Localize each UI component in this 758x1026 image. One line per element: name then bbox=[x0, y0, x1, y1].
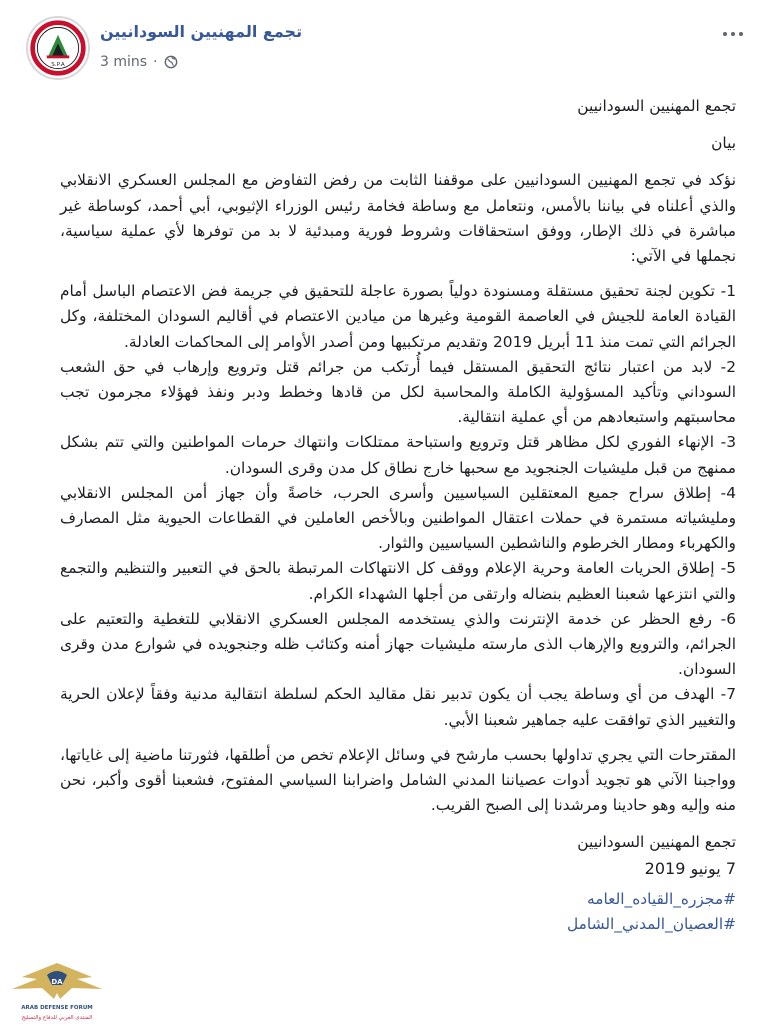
point-1: 1- تكوين لجنة تحقيق مستقلة ومسنودة دولياً بصورة عاجلة للتحقيق في جريمة فض الاعتصام الباسل أمام القيادة العامة للجيش في العاصمة القومية وغيرها من ميادين الاعتصام في أقاليم السودان المختلفة، وكل الجرائم التي تمت منذ 11 أبريل 2019 وتقديم مرتكبيها ومن أصدر الأوامر إلى المحاكمات العادلة. bbox=[60, 282, 736, 351]
statement-label: بيان bbox=[711, 134, 736, 153]
page-name-link[interactable]: تجمع المهنيين السودانيين bbox=[100, 22, 303, 41]
ellipsis-icon[interactable] bbox=[718, 24, 748, 44]
eagle-logo-icon bbox=[2, 955, 112, 1025]
post-time[interactable]: 3 mins bbox=[100, 54, 148, 70]
avatar-caption: S.P.A bbox=[51, 61, 65, 68]
point-6: 6- رفع الحظر عن خدمة الإنترنت والذي يستخدمه المجلس العسكري الانقلابي للتغطية والتعتيم على الجرائم، والترويع والإرهاب الذى مارسته مليشيات جهاز أمنه وكتائب ظله وجنجويده في شوارع مدن وقرى السودان. bbox=[60, 609, 736, 679]
watermark-logo-text: DA bbox=[51, 978, 63, 986]
hashtag-link[interactable]: #العصيان_المدني_الشامل bbox=[567, 915, 736, 934]
hashtag-link[interactable]: #مجزره_القياده_العامه bbox=[586, 889, 736, 908]
signature: تجمع المهنيين السودانيين bbox=[577, 833, 736, 852]
page-avatar[interactable] bbox=[26, 16, 90, 80]
meta-separator: · bbox=[153, 54, 158, 70]
point-4: 4- إطلاق سراح جميع المعتقلين السياسيين وأسرى الحرب، خاصةً وأن جهاز أمن المجلس الانقلابي وملیشیاته مستمرة في حملات اعتقال المواطنين وبالأخص العاملين في القطاعات الحيوية مثل المصارف والكهرباء ومطار الخرطوم والناشطين السياسيين والثوار. bbox=[60, 483, 736, 553]
post-body bbox=[60, 90, 736, 937]
intro-paragraph: نؤكد في تجمع المهنيين السودانيين على موقفنا الثابت من رفض التفاوض مع المجلس العسكري الانقلابي والذي أعلناه في بياننا بالأمس، ونتعامل مع وساطة فخامة رئيس الوزراء الإثيوبي، أبي أحمد، كوساطة غير مباشرة في ذلك الإطار، ووفق استحقاقات وشروط فورية ومبدئية لا بد من توفرها لأي عملية سياسية، نجملها في الآتي: bbox=[60, 171, 736, 266]
watermark-line1: ARAB DEFENSE FORUM bbox=[21, 1005, 93, 1011]
point-3: 3- الإنهاء الفوري لكل مظاهر قتل وترويع واستباحة ممتلكات وانتهاك حرمات المواطنين والتي تتم بشكل ممنهج من قبل مليشيات الجنجويد مع سحبها خارج نطاق كل مدن وقرى السودان. bbox=[60, 433, 736, 477]
point-7: 7- الهدف من أي وساطة يجب أن يكون تدبير نقل مقاليد الحكم لسلطة انتقالية مدنية وفقاً لإعلان الحرية والتغيير الذي توافقت عليه جماهير شعبنا الأبي. bbox=[60, 685, 736, 729]
watermark-line2: المنتدى العربي للدفاع والتسليح bbox=[21, 1015, 93, 1021]
point-5: 5- إطلاق الحريات العامة وحرية الإعلام ووقف كل الانتهاكات المرتبطة بالحق في التعبير والتنظيم والتجمع والتي انتزعها شعبنا العظيم بنضاله وارتقى من أجلها الشهداء الكرام. bbox=[60, 559, 736, 603]
closing-paragraph: المقترحات التي يجري تداولها بحسب مارشح في وسائل الإعلام تخص من أطلقها، فثورتنا ماضية إلى غاياتها، وواجبنا الآني هو تجويد أدوات عصياننا المدني الشامل واضرابنا السياسي المفتوح، فشعبنا أقوى وأكبر، نحن منه وإليه وهو حادينا ومرشدنا إلى الصبح القريب. bbox=[60, 745, 736, 815]
arab-defense-forum-watermark bbox=[2, 955, 112, 1025]
globe-icon[interactable] bbox=[164, 55, 178, 69]
post-date: 7 يونيو 2019 bbox=[644, 858, 736, 878]
opening-title: تجمع المهنيين السودانيين bbox=[577, 97, 736, 115]
post-meta bbox=[100, 54, 178, 70]
spa-logo-icon bbox=[28, 18, 88, 78]
post-header bbox=[0, 0, 758, 90]
point-2: 2- لابد من اعتبار نتائج التحقيق المستقل فيما أُرتكب من جرائم قتل وترويع وإرهاب في حق الشعب السوداني وتأكيد المسؤولية الكاملة والمحاسبة لكل من قادها وخطط ودبر ونفذ فهؤلاء مجرمون تجب محاسبتهم واستبعادهم من أي عملية انتقالية. bbox=[60, 357, 736, 427]
